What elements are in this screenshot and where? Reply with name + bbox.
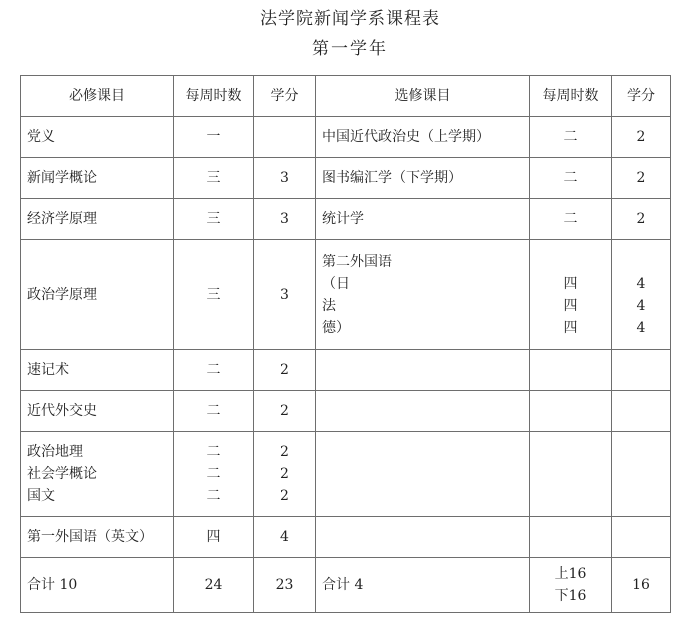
cell-line: 2 xyxy=(280,403,289,419)
table-row xyxy=(21,517,671,558)
cell-line: 2 xyxy=(280,488,289,504)
required-course-cell xyxy=(21,199,174,240)
elective-course-cell xyxy=(316,158,530,199)
required-course-cell xyxy=(21,240,174,350)
elective-hours-cell xyxy=(530,517,612,558)
elective-hours-cell xyxy=(530,199,612,240)
cell-line: 经济学原理 xyxy=(27,211,97,227)
elective-credits-cell xyxy=(612,158,671,199)
cell-line: 国文 xyxy=(27,488,55,504)
required-hours-cell xyxy=(174,240,254,350)
cell-line: 二 xyxy=(563,129,578,145)
required-hours-cell xyxy=(174,350,254,391)
cell-line: 4 xyxy=(636,275,646,292)
required-course-cell xyxy=(21,558,174,613)
cell-line: 下16 xyxy=(554,588,587,604)
cell-line xyxy=(618,400,664,422)
cell-line: 第二外国语 xyxy=(322,253,392,270)
cell-line: 一 xyxy=(206,129,221,145)
cell-line xyxy=(260,126,309,148)
cell-line: 4 xyxy=(636,319,646,336)
elective-credits-cell xyxy=(612,350,671,391)
required-hours-cell xyxy=(174,117,254,158)
cell-line: 二 xyxy=(563,170,578,186)
cell-line: 社会学概论 xyxy=(27,466,97,482)
required-credits-cell xyxy=(254,432,316,517)
cell-line xyxy=(322,400,523,422)
cell-line: 合计 4 xyxy=(322,577,364,593)
cell-line: 2 xyxy=(636,170,646,186)
cell-line: 三 xyxy=(206,286,221,303)
curriculum-table xyxy=(20,75,671,613)
table-row xyxy=(21,240,671,350)
required-hours-cell xyxy=(174,391,254,432)
table-row xyxy=(21,432,671,517)
cell-line: 合计 10 xyxy=(27,577,78,593)
cell-line: 四 xyxy=(563,275,578,292)
cell-line xyxy=(536,359,605,381)
required-credits-cell xyxy=(254,199,316,240)
cell-line: 4 xyxy=(280,529,289,545)
cell-line: 党义 xyxy=(27,129,55,145)
cell-line: 法 xyxy=(322,297,336,314)
table-row xyxy=(21,117,671,158)
elective-hours-cell xyxy=(530,558,612,613)
cell-line xyxy=(536,463,605,485)
cell-line: 新闻学概论 xyxy=(27,170,97,186)
required-hours-cell xyxy=(174,199,254,240)
cell-line: 二 xyxy=(206,403,221,419)
required-course-cell xyxy=(21,517,174,558)
required-credits-cell xyxy=(254,240,316,350)
cell-line xyxy=(322,359,523,381)
cell-line: 二 xyxy=(206,362,221,378)
required-credits-cell xyxy=(254,158,316,199)
table-body xyxy=(21,117,671,613)
elective-hours-cell xyxy=(530,240,612,350)
table-row xyxy=(21,391,671,432)
required-credits-cell xyxy=(254,517,316,558)
cell-line: 2 xyxy=(280,444,289,460)
cell-line: 2 xyxy=(636,129,646,145)
cell-line: 统计学 xyxy=(322,211,364,227)
header-weekly-hours-elective: 每周时数 xyxy=(530,76,612,117)
required-hours-cell xyxy=(174,558,254,613)
elective-credits-cell xyxy=(612,391,671,432)
elective-course-cell xyxy=(316,432,530,517)
cell-line: 3 xyxy=(280,211,289,227)
required-course-cell xyxy=(21,117,174,158)
page-subtitle: 第一学年 xyxy=(312,39,388,59)
cell-line: 2 xyxy=(280,362,289,378)
elective-course-cell xyxy=(316,240,530,350)
header-credits-elective: 学分 xyxy=(612,76,671,117)
cell-line: 政治地理 xyxy=(27,444,83,460)
elective-hours-cell xyxy=(530,391,612,432)
cell-line xyxy=(322,526,523,548)
cell-line: 中国近代政治史（上学期） xyxy=(322,129,490,145)
cell-line: 近代外交史 xyxy=(27,403,97,419)
cell-line xyxy=(618,359,664,381)
elective-course-cell xyxy=(316,558,530,613)
elective-credits-cell xyxy=(612,432,671,517)
required-credits-cell xyxy=(254,391,316,432)
cell-line: 图书编汇学（下学期） xyxy=(322,170,462,186)
cell-line xyxy=(536,251,605,273)
cell-line: 三 xyxy=(206,211,221,227)
cell-line: （日 xyxy=(322,275,350,292)
required-course-cell xyxy=(21,432,174,517)
table-row xyxy=(21,350,671,391)
elective-hours-cell xyxy=(530,117,612,158)
cell-line: 速记术 xyxy=(27,362,69,378)
cell-line xyxy=(618,251,664,273)
header-credits: 学分 xyxy=(254,76,316,117)
header-elective-course: 选修课目 xyxy=(316,76,530,117)
elective-hours-cell xyxy=(530,158,612,199)
required-course-cell xyxy=(21,158,174,199)
elective-credits-cell xyxy=(612,240,671,350)
cell-line: 德） xyxy=(322,319,350,336)
cell-line: 二 xyxy=(206,444,221,460)
required-hours-cell xyxy=(174,432,254,517)
header-row xyxy=(21,76,671,117)
cell-line: 24 xyxy=(204,577,223,593)
cell-line: 二 xyxy=(206,488,221,504)
cell-line: 3 xyxy=(280,286,289,303)
cell-line xyxy=(322,463,523,485)
elective-hours-cell xyxy=(530,350,612,391)
cell-line: 16 xyxy=(632,577,650,593)
header-required-course: 必修课目 xyxy=(21,76,174,117)
elective-course-cell xyxy=(316,391,530,432)
table-row xyxy=(21,558,671,613)
cell-line: 政治学原理 xyxy=(27,286,97,303)
header-weekly-hours: 每周时数 xyxy=(174,76,254,117)
cell-line: 二 xyxy=(206,466,221,482)
cell-line: 三 xyxy=(206,170,221,186)
elective-course-cell xyxy=(316,117,530,158)
cell-line xyxy=(618,463,664,485)
elective-hours-cell xyxy=(530,432,612,517)
cell-line xyxy=(618,526,664,548)
cell-line: 四 xyxy=(206,529,221,545)
required-credits-cell xyxy=(254,117,316,158)
elective-course-cell xyxy=(316,350,530,391)
cell-line: 2 xyxy=(636,211,646,227)
table-row xyxy=(21,158,671,199)
elective-credits-cell xyxy=(612,199,671,240)
cell-line: 第一外国语（英文） xyxy=(27,529,153,545)
cell-line: 四 xyxy=(563,319,578,336)
cell-line: 四 xyxy=(563,297,578,314)
cell-line: 二 xyxy=(563,211,578,227)
cell-line xyxy=(536,400,605,422)
cell-line: 上16 xyxy=(554,566,587,582)
required-credits-cell xyxy=(254,558,316,613)
required-hours-cell xyxy=(174,158,254,199)
cell-line xyxy=(536,526,605,548)
elective-course-cell xyxy=(316,517,530,558)
elective-credits-cell xyxy=(612,117,671,158)
required-course-cell xyxy=(21,391,174,432)
cell-line: 4 xyxy=(636,297,646,314)
cell-line: 23 xyxy=(275,577,294,593)
table-row xyxy=(21,199,671,240)
cell-line: 3 xyxy=(280,170,289,186)
elective-credits-cell xyxy=(612,517,671,558)
required-hours-cell xyxy=(174,517,254,558)
elective-credits-cell xyxy=(612,558,671,613)
required-credits-cell xyxy=(254,350,316,391)
elective-course-cell xyxy=(316,199,530,240)
required-course-cell xyxy=(21,350,174,391)
cell-line: 2 xyxy=(280,466,289,482)
page-title: 法学院新闻学系课程表 xyxy=(260,9,440,29)
